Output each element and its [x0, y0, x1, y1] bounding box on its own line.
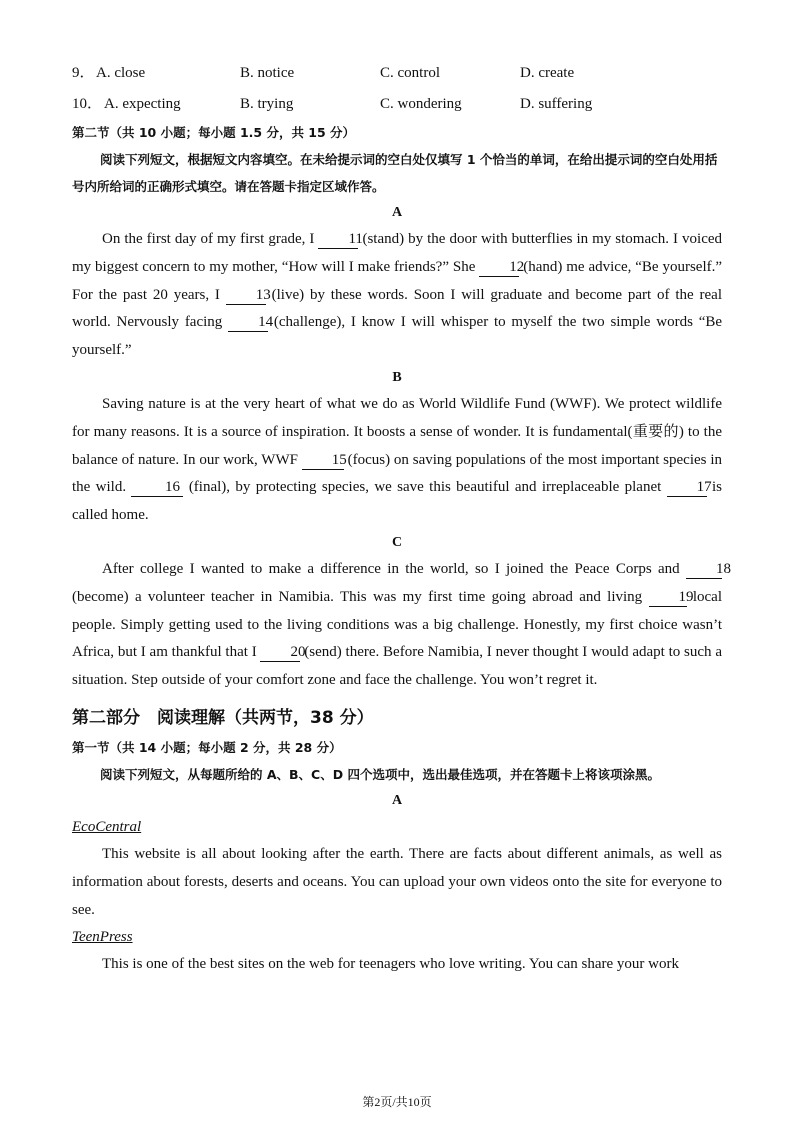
- passage-text: (focus) on saving populations of the most important species in the wild.: [72, 451, 722, 496]
- passage-text: (hand) me advice, “Be yourself.” For the past 20 years, I: [72, 258, 723, 303]
- passage-text: (final), by protecting species, we save this beautiful and irreplaceable planet: [188, 479, 662, 496]
- exam-page: [72, 58, 731, 979]
- question-number: 9．: [72, 65, 95, 81]
- option-b: B. trying: [240, 96, 294, 112]
- passage-a: [72, 226, 722, 365]
- passage-text: (challenge), I know I will whisper to myself the two simple words “Be yourself.”: [72, 314, 723, 359]
- passage-text: On the first day of my first grade, I: [102, 231, 315, 247]
- section-instruction: 阅读下列短文，从每题所给的 A、B、C、D 四个选项中，选出最佳选项，并在答题卡上将该项涂黑。: [100, 766, 660, 782]
- passage-text: local people. Simply getting used to the living conditions was a big challenge. Honestly, my first choice wasn’t Africa, but I am thankful that I: [72, 588, 722, 661]
- passage-text: Saving nature is at the very heart of what we do as World Wildlife Fund (WWF). We protect wildlife for many reasons. It is a source of inspiration. It boosts a sense of wonder. It is fundamental(重要的) to the balance of nature. In our work, WWF: [72, 395, 722, 468]
- part-title: 第二部分 阅读理解（共两节，38 分）: [72, 707, 374, 728]
- blank-11: 11: [318, 230, 358, 249]
- site-name-teenpress: TeenPress: [72, 929, 133, 946]
- option-c: C. control: [380, 65, 440, 81]
- blank-20: 20: [260, 643, 300, 662]
- option-d: D. create: [520, 65, 575, 81]
- passage-text: is called home.: [72, 479, 723, 524]
- question-number: 10．: [72, 96, 103, 112]
- section-heading: 第一节（共 14 小题；每小题 2 分，共 28 分）: [72, 739, 342, 755]
- passage-label: A: [391, 792, 403, 808]
- section-instruction: 阅读下列短文，根据短文内容填空。在未给提示词的空白处仅填写 1 个恰当的单词，在给出提示词的空白处用括号内所给词的正确形式填空。请在答题卡指定区域作答。: [72, 152, 718, 194]
- option-b: B. notice: [240, 65, 295, 81]
- passage-text: (stand) by the door with butterflies in my stomach. I voiced my biggest concern to my mother, “How will I make friends?” She: [72, 231, 723, 275]
- section-heading: 第二节（共 10 小题；每小题 1.5 分，共 15 分）: [72, 125, 356, 140]
- passage-text: After college I wanted to make a difference in the world, so I joined the Peace Corps and: [102, 560, 680, 577]
- passage-label: C: [391, 534, 403, 550]
- passage-b: [72, 391, 722, 530]
- blank-13: 13: [226, 286, 266, 305]
- passage-label: A: [391, 205, 403, 220]
- option-c: C. wondering: [380, 96, 462, 112]
- passage-c: [72, 556, 731, 695]
- question-9: [72, 58, 722, 89]
- blank-19: 19: [649, 588, 687, 607]
- blank-14: 14: [228, 313, 268, 332]
- site-description: This is one of the best sites on the web for teenagers who love writing. You can share your work: [102, 956, 679, 973]
- blank-12: 12: [479, 258, 519, 277]
- passage-label: B: [392, 369, 402, 385]
- passage-text: (become) a volunteer teacher in Namibia. This was my first time going abroad and living: [72, 588, 643, 605]
- page-footer: 第2页/共10页: [362, 1095, 432, 1109]
- site-name-ecocentral: EcoCentral: [72, 818, 142, 835]
- blank-17: 17: [667, 478, 707, 497]
- question-10: [72, 89, 722, 120]
- option-a: A. close: [96, 65, 146, 81]
- passage-text: (send) there. Before Namibia, I never thought I would adapt to such a situation. Step outside of your comfort zone and face the challenge. You won’t regret it.: [72, 644, 722, 689]
- option-a: A. expecting: [104, 96, 181, 112]
- blank-16: 16: [131, 478, 183, 497]
- blank-15: 15: [302, 451, 344, 470]
- passage-text: (live) by these words. Soon I will graduate and become part of the real world. Nervously facing: [72, 286, 723, 331]
- blank-18: 18: [686, 560, 722, 579]
- option-d: D. suffering: [520, 96, 593, 112]
- site-description: This website is all about looking after the earth. There are facts about different animals, as well as information about forests, deserts and oceans. You can upload your own videos onto the site for everyone to see.: [72, 845, 722, 918]
